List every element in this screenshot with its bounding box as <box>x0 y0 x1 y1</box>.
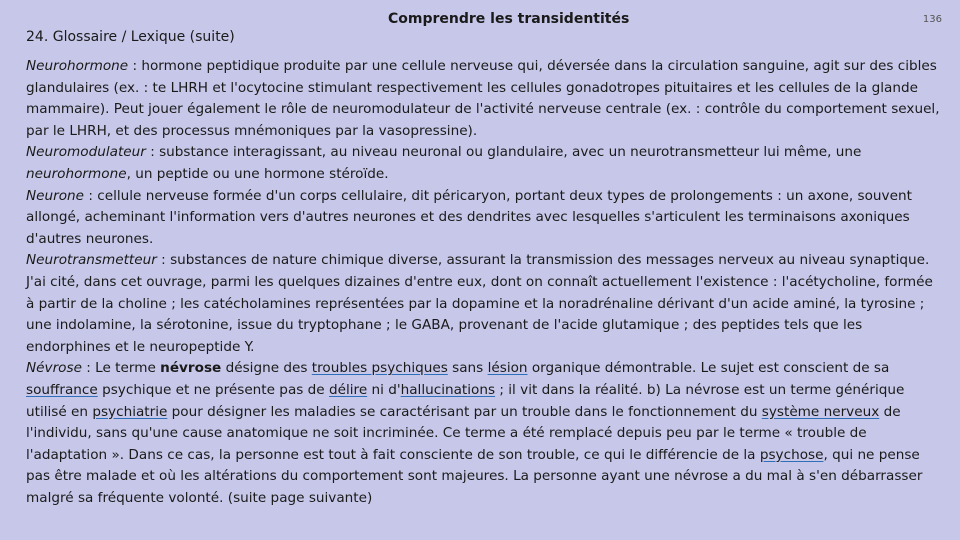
term-neurohormone: Neurohormone <box>26 58 129 74</box>
link-souffrance[interactable]: souffrance <box>26 381 98 398</box>
definition-neurone: : cellule nerveuse formée d'un corps cellulaire, dit péricaryon, portant deux types de prolongements : un axone, souvent allongé, acheminant l'information vers d'autres neurones et des dendrites avec lesquelles s'articulent les terminaisons axoniques d'autres neurones. <box>26 187 912 247</box>
term-neuromodulateur: Neuromodulateur <box>26 144 146 161</box>
nevrose-text-8: pour désigner les maladies se caractérisant par un trouble dans le fonctionnement du <box>167 403 762 420</box>
entry-neuromodulateur <box>26 142 942 185</box>
definition-neurohormone: : hormone peptidique produite par une cellule nerveuse qui, déversée dans la circulation sanguine, agit sur des cibles glandulaires (ex. : te LHRH et l'ocytocine stimulant respectivement les cellules gonadotropes pituitaires et les cellules de la glande mammaire). Peut jouer également le rôle de neuromodulateur de l'activité nerveuse centrale (ex. : contrôle du comportement sexuel, par le LHRH, et des processus mnémoniques par la vasopressine). <box>26 58 940 139</box>
term-neurotransmetteur: Neurotransmetteur <box>26 252 157 269</box>
nevrose-text-7: ; il vit dans la réalité. b) La névrose est un terme générique utilisé en <box>26 381 905 420</box>
link-psychiatrie[interactable]: psychiatrie <box>92 403 168 420</box>
link-lesion[interactable]: lésion <box>487 360 528 377</box>
link-troubles-psychiques[interactable]: troubles psychiques <box>311 360 448 377</box>
definition-neuromodulateur-part-2: , un peptide ou une hormone stéroïde. <box>126 165 389 182</box>
page-number: 136 <box>922 14 942 25</box>
term-neurone: Neurone <box>26 187 85 204</box>
link-delire[interactable]: délire <box>329 381 368 398</box>
nevrose-text-3: sans <box>447 360 488 377</box>
section-title: 24. Glossaire / Lexique (suite) <box>26 29 235 45</box>
definition-neuromodulateur-italic: neurohormone <box>26 165 127 182</box>
entry-neurohormone <box>26 56 942 142</box>
page-title: Comprendre les transidentités <box>388 11 630 27</box>
nevrose-text-9: de l'individu, sans qu'une cause anatomique ne soit incriminée. Ce terme a été remplacé depuis peu par le terme « trouble de l'adaptation ». Dans ce cas, la personne est tout à fait consciente de son trouble, ce qui le différencie de la <box>26 403 901 463</box>
nevrose-text-6: ni d' <box>367 381 401 398</box>
link-systeme-nerveux[interactable]: système nerveux <box>761 403 880 420</box>
entry-nevrose <box>26 358 942 509</box>
link-hallucinations[interactable]: hallucinations <box>400 381 496 398</box>
nevrose-text-1: : Le terme <box>81 360 161 377</box>
glossary-body <box>26 56 942 509</box>
entry-neurotransmetteur <box>26 250 942 358</box>
nevrose-text-5: psychique et ne présente pas de <box>97 381 329 398</box>
nevrose-text-10: , qui ne pense pas être malade et où les altérations du comportement sont majeures. La personne ayant une névrose a du mal à s'en débarrasser malgré sa fréquente volonté. (suite page suivante) <box>26 446 923 506</box>
nevrose-text-4: organique démontrable. Le sujet est conscient de sa <box>527 360 890 377</box>
link-psychose[interactable]: psychose <box>759 446 824 463</box>
entry-neurone <box>26 186 942 251</box>
term-nevrose: Névrose <box>26 360 82 377</box>
definition-neuromodulateur-part-1: : substance interagissant, au niveau neuronal ou glandulaire, avec un neurotransmetteur lui même, une <box>145 144 862 161</box>
definition-neurotransmetteur: : substances de nature chimique diverse, assurant la transmission des messages nerveux au niveau synaptique. J'ai cité, dans cet ouvrage, parmi les quelques dizaines d'entre eux, dont on connaît actuellement l'existence : l'acétycholine, formée à partir de la choline ; les catécholamines représentées par la dopamine et la noradrénaline dérivant d'un acide aminé, la tyrosine ; une indolamine, la sérotonine, issue du tryptophane ; le GABA, provenant de l'acide glutamique ; des peptides tels que les endorphines et le neuropeptide Y. <box>26 252 933 355</box>
nevrose-text-2: désigne des <box>221 360 312 377</box>
nevrose-bold: névrose <box>160 360 222 377</box>
